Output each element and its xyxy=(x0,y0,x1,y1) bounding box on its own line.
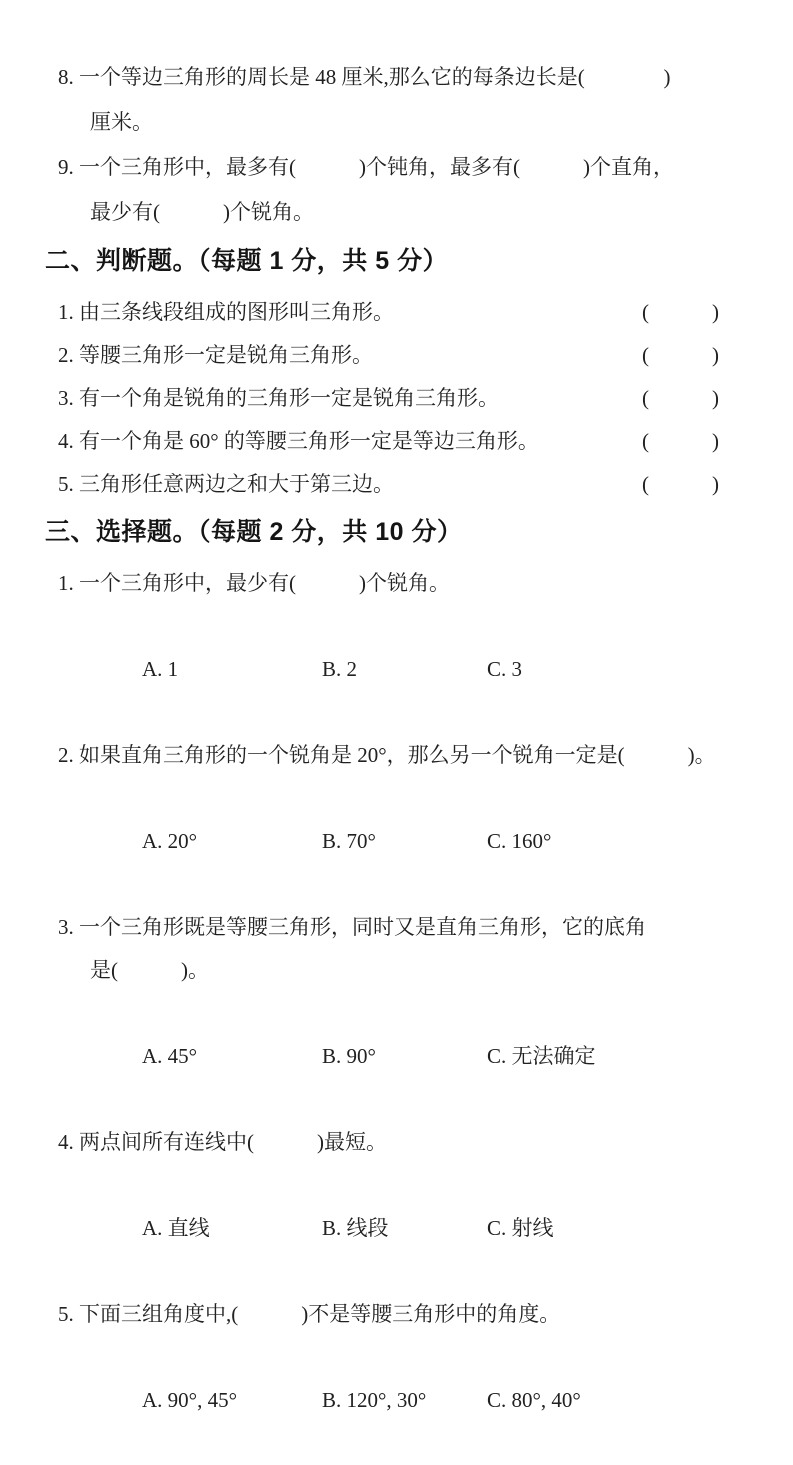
judge-item-3-answer-blank: ( ) xyxy=(642,386,719,410)
choice-question-3 xyxy=(45,906,751,1121)
judge-item-1-answer-blank: ( ) xyxy=(642,300,719,324)
judge-item-4-text: 4. 有一个角是 60° 的等腰三角形一定是等边三角形。 xyxy=(58,429,539,453)
option-c: C. 80°, 40° xyxy=(487,1388,581,1412)
choice-question-4-text: 4. 两点间所有连线中( )最短。 xyxy=(58,1130,387,1154)
option-c: C. 射线 xyxy=(487,1216,554,1240)
choice-question-5-options xyxy=(100,1336,751,1465)
option-a: A. 90°, 45° xyxy=(142,1388,237,1412)
judge-item-2-answer-blank: ( ) xyxy=(642,343,719,367)
choice-question-1-text: 1. 一个三角形中，最少有( )个锐角。 xyxy=(58,571,450,595)
judge-item-3-text: 3. 有一个角是锐角的三角形一定是锐角三角形。 xyxy=(58,386,499,410)
judge-item-2-text: 2. 等腰三角形一定是锐角三角形。 xyxy=(58,343,373,367)
choice-question-5 xyxy=(45,1293,751,1465)
choice-question-1-options xyxy=(100,605,751,734)
option-b: B. 线段 xyxy=(322,1216,389,1240)
choice-question-2 xyxy=(45,734,751,906)
option-b: B. 2 xyxy=(322,657,358,681)
option-c: C. 无法确定 xyxy=(487,1044,596,1068)
choice-section-heading: 三、选择题。（每题 2 分，共 10 分） xyxy=(45,518,463,546)
judge-item-5 xyxy=(58,463,719,506)
choice-question-4 xyxy=(45,1121,751,1293)
choice-question-2-options xyxy=(100,777,751,906)
option-c: C. 3 xyxy=(487,657,523,681)
fill-question-8-line-1: 8. 一个等边三角形的周长是 48 厘米,那么它的每条边长是( ) xyxy=(58,65,671,89)
choice-question-5-text: 5. 下面三组角度中,( )不是等腰三角形中的角度。 xyxy=(58,1302,561,1326)
option-c: C. 160° xyxy=(487,829,552,853)
judge-item-5-text: 5. 三角形任意两边之和大于第三边。 xyxy=(58,472,394,496)
fill-question-9-line-2: 最少有( )个锐角。 xyxy=(90,200,314,224)
judge-section xyxy=(45,291,719,506)
choice-question-1 xyxy=(45,562,751,734)
judge-item-1-text: 1. 由三条线段组成的图形叫三角形。 xyxy=(58,300,394,324)
choice-question-4-options xyxy=(100,1164,751,1293)
judge-item-1 xyxy=(58,291,719,334)
option-b: B. 70° xyxy=(322,829,376,853)
fill-in-section xyxy=(45,55,751,235)
option-b: B. 120°, 30° xyxy=(322,1388,427,1412)
judge-item-2 xyxy=(58,334,719,377)
judge-item-4 xyxy=(58,420,719,463)
option-a: A. 20° xyxy=(142,829,198,853)
fill-question-8-line-2: 厘米。 xyxy=(90,110,153,134)
judge-item-3 xyxy=(58,377,719,420)
choice-question-3-options xyxy=(100,992,751,1121)
option-a: A. 1 xyxy=(142,657,179,681)
choice-question-3-text-line-1: 3. 一个三角形既是等腰三角形，同时又是直角三角形，它的底角 xyxy=(58,915,646,939)
choice-question-3-text-line-2: 是( )。 xyxy=(90,958,209,982)
choice-section xyxy=(45,562,751,1465)
judge-item-4-answer-blank: ( ) xyxy=(642,429,719,453)
option-a: A. 直线 xyxy=(142,1216,210,1240)
option-a: A. 45° xyxy=(142,1044,198,1068)
fill-question-9-line-1: 9. 一个三角形中，最多有( )个钝角，最多有( )个直角， xyxy=(58,155,674,179)
judge-item-5-answer-blank: ( ) xyxy=(642,472,719,496)
choice-question-2-text: 2. 如果直角三角形的一个锐角是 20°，那么另一个锐角一定是( )。 xyxy=(58,743,716,767)
judge-section-heading: 二、判断题。（每题 1 分，共 5 分） xyxy=(45,247,449,275)
option-b: B. 90° xyxy=(322,1044,376,1068)
